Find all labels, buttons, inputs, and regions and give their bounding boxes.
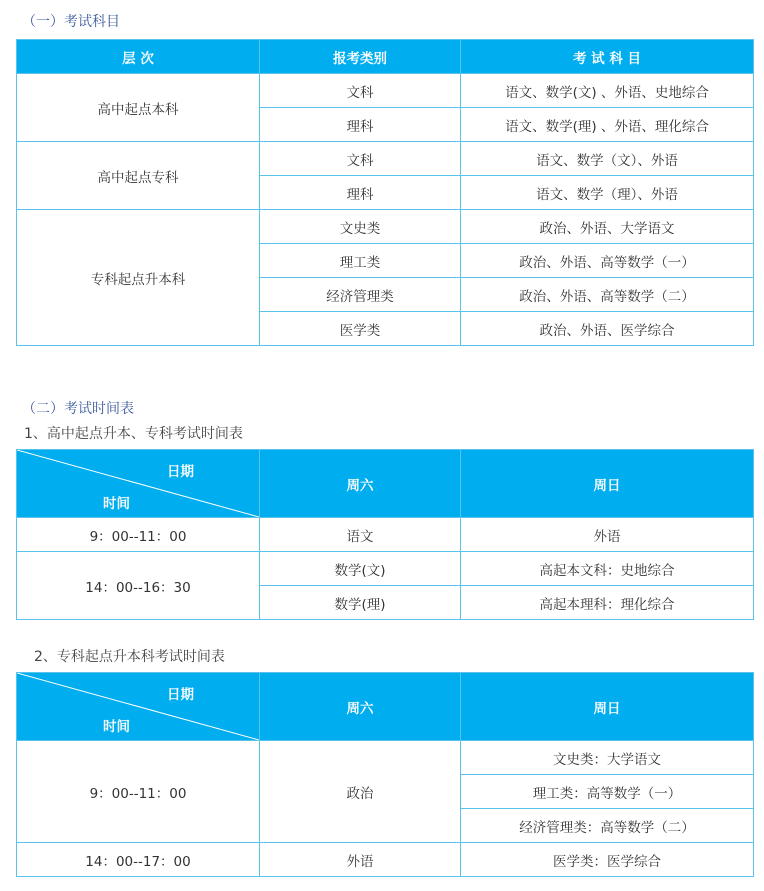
table-header-row [17, 450, 754, 518]
category-cell: 理科 [260, 176, 461, 210]
table-row [17, 518, 754, 552]
time-cell: 14：00--16：30 [17, 552, 260, 620]
category-cell: 医学类 [260, 312, 461, 346]
table-header-row [17, 673, 754, 741]
subjects-cell: 政治、外语、大学语文 [461, 210, 754, 244]
subjects-cell: 政治、外语、高等数学（一） [461, 244, 754, 278]
schedule-table-1 [16, 449, 754, 620]
saturday-cell: 数学(理) [260, 586, 461, 620]
diagonal-line [17, 450, 259, 517]
header-cell: 周日 [461, 673, 754, 741]
time-cell: 9：00--11：00 [17, 518, 260, 552]
header-cell: 周六 [260, 673, 461, 741]
sunday-cell: 医学类：医学综合 [461, 843, 754, 877]
date-label: 日期 [167, 687, 194, 703]
time-label: 时间 [103, 496, 130, 512]
category-cell: 理工类 [260, 244, 461, 278]
subjects-cell: 语文、数学(理) 、外语、理化综合 [461, 108, 754, 142]
table-row [17, 552, 754, 586]
subjects-cell: 语文、数学（文）、外语 [461, 142, 754, 176]
category-cell: 文科 [260, 74, 461, 108]
level-cell: 高中起点专科 [17, 142, 260, 210]
table-row [17, 142, 754, 176]
table-row [17, 843, 754, 877]
section-title-subjects: （一）考试科目 [22, 14, 120, 30]
saturday-cell: 数学(文) [260, 552, 461, 586]
header-cell: 层 次 [17, 40, 260, 74]
header-cell: 周六 [260, 450, 461, 518]
time-cell: 9：00--11：00 [17, 741, 260, 843]
diagonal-header-cell [17, 673, 260, 741]
table-row [17, 74, 754, 108]
time-label: 时间 [103, 719, 130, 735]
category-cell: 理科 [260, 108, 461, 142]
date-label: 日期 [167, 464, 194, 480]
table-header-row [17, 40, 754, 74]
diagonal-header-cell [17, 450, 260, 518]
header-cell: 周日 [461, 450, 754, 518]
level-cell: 专科起点升本科 [17, 210, 260, 346]
schedule-2-subtitle: 2、专科起点升本科考试时间表 [34, 649, 225, 665]
level-cell: 高中起点本科 [17, 74, 260, 142]
sunday-cell: 外语 [461, 518, 754, 552]
sunday-cell: 高起本理科：理化综合 [461, 586, 754, 620]
category-cell: 文史类 [260, 210, 461, 244]
saturday-cell: 语文 [260, 518, 461, 552]
header-cell: 报考类别 [260, 40, 461, 74]
category-cell: 文科 [260, 142, 461, 176]
subjects-cell: 政治、外语、医学综合 [461, 312, 754, 346]
header-cell: 考 试 科 目 [461, 40, 754, 74]
category-cell: 经济管理类 [260, 278, 461, 312]
subjects-cell: 语文、数学（理）、外语 [461, 176, 754, 210]
saturday-cell: 外语 [260, 843, 461, 877]
table-row [17, 210, 754, 244]
table-row [17, 741, 754, 775]
section-title-schedule: （二）考试时间表 [22, 401, 134, 417]
sunday-cell: 经济管理类：高等数学（二） [461, 809, 754, 843]
schedule-1-subtitle: 1、高中起点升本、专科考试时间表 [24, 426, 243, 442]
schedule-table-2 [16, 672, 754, 877]
time-cell: 14：00--17：00 [17, 843, 260, 877]
saturday-cell: 政治 [260, 741, 461, 843]
sunday-cell: 高起本文科：史地综合 [461, 552, 754, 586]
subjects-cell: 语文、数学(文) 、外语、史地综合 [461, 74, 754, 108]
subjects-table [16, 39, 754, 346]
subjects-cell: 政治、外语、高等数学（二） [461, 278, 754, 312]
diagonal-line [17, 673, 259, 740]
sunday-cell: 理工类：高等数学（一） [461, 775, 754, 809]
sunday-cell: 文史类：大学语文 [461, 741, 754, 775]
